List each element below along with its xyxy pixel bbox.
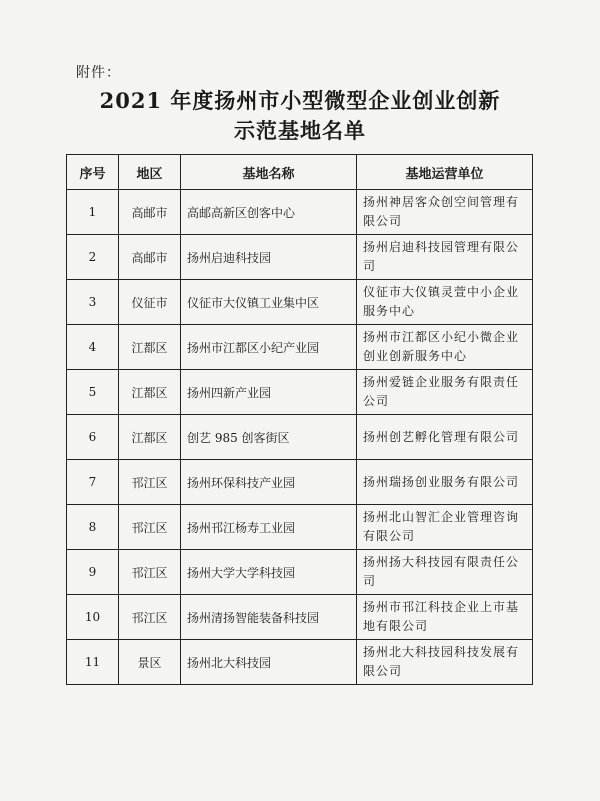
cell-base-name: 扬州启迪科技园 [181,235,357,280]
table-row [67,190,533,235]
cell-base-name: 扬州清扬智能装备科技园 [181,595,357,640]
cell-area: 仪征市 [119,280,181,325]
table-row [67,325,533,370]
cell-area: 景区 [119,640,181,685]
cell-area: 邗江区 [119,595,181,640]
cell-operator: 扬州启迪科技园管理有限公司 [357,235,533,280]
header-base-name: 基地名称 [181,155,357,190]
cell-no: 6 [67,415,119,460]
table-row [67,415,533,460]
cell-operator: 扬州市邗江科技企业上市基地有限公司 [357,595,533,640]
cell-base-name: 仪征市大仪镇工业集中区 [181,280,357,325]
cell-no: 1 [67,190,119,235]
table-row [67,505,533,550]
cell-no: 7 [67,460,119,505]
cell-base-name: 扬州北大科技园 [181,640,357,685]
header-area: 地区 [119,155,181,190]
attachment-label: 附件： [76,65,121,81]
cell-operator: 扬州北山智汇企业管理咨询有限公司 [357,505,533,550]
table-row [67,550,533,595]
cell-no: 4 [67,325,119,370]
cell-area: 江都区 [119,415,181,460]
cell-operator: 扬州扬大科技园有限责任公司 [357,550,533,595]
table-row [67,460,533,505]
cell-operator: 扬州瑞扬创业服务有限公司 [357,460,533,505]
cell-area: 江都区 [119,325,181,370]
cell-base-name: 扬州市江都区小纪产业园 [181,325,357,370]
cell-area: 邗江区 [119,460,181,505]
cell-operator: 扬州创艺孵化管理有限公司 [357,415,533,460]
cell-no: 8 [67,505,119,550]
cell-no: 3 [67,280,119,325]
cell-no: 10 [67,595,119,640]
cell-area: 邗江区 [119,550,181,595]
cell-area: 高邮市 [119,190,181,235]
table-header-row [67,155,533,190]
cell-base-name: 扬州环保科技产业园 [181,460,357,505]
table-row [67,280,533,325]
table-row [67,370,533,415]
cell-no: 11 [67,640,119,685]
page-title: 2021 年度扬州市小型微型企业创业创新 [99,88,501,113]
cell-base-name: 扬州四新产业园 [181,370,357,415]
cell-operator: 扬州神居客众创空间管理有限公司 [357,190,533,235]
cell-base-name: 高邮高新区创客中心 [181,190,357,235]
bases-table [66,154,533,685]
cell-base-name: 扬州邗江杨寿工业园 [181,505,357,550]
table-row [67,235,533,280]
header-no: 序号 [67,155,119,190]
cell-base-name: 创艺 985 创客街区 [181,415,357,460]
cell-area: 邗江区 [119,505,181,550]
cell-base-name: 扬州大学大学科技园 [181,550,357,595]
table-row [67,640,533,685]
cell-area: 高邮市 [119,235,181,280]
cell-no: 9 [67,550,119,595]
cell-no: 2 [67,235,119,280]
cell-operator: 扬州市江都区小纪小微企业创业创新服务中心 [357,325,533,370]
cell-operator: 扬州爱链企业服务有限责任公司 [357,370,533,415]
header-operator: 基地运营单位 [357,155,533,190]
cell-operator: 扬州北大科技园科技发展有限公司 [357,640,533,685]
page-title-line2: 示范基地名单 [234,118,366,143]
table-row [67,595,533,640]
cell-operator: 仪征市大仪镇灵萱中小企业服务中心 [357,280,533,325]
cell-no: 5 [67,370,119,415]
cell-area: 江都区 [119,370,181,415]
